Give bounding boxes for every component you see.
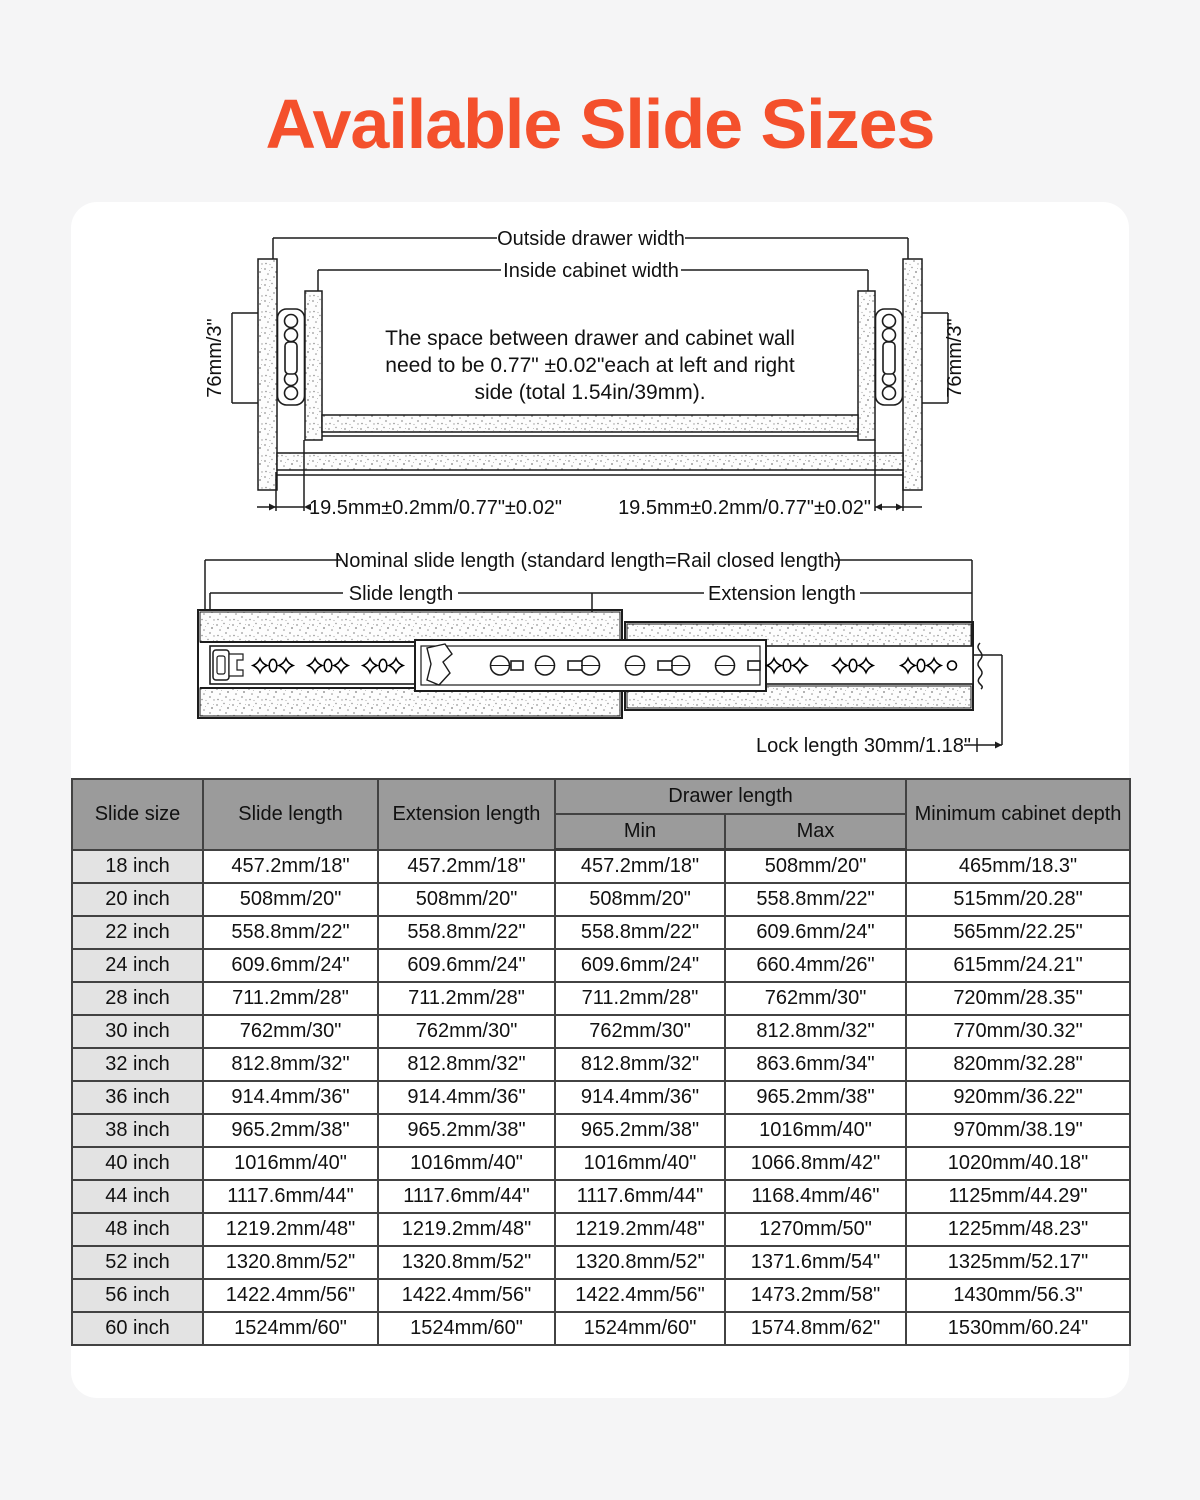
table-cell: 812.8mm/32" (555, 1048, 725, 1081)
table-cell: 558.8mm/22" (378, 916, 555, 949)
table-cell: 863.6mm/34" (725, 1048, 906, 1081)
table-cell: 508mm/20" (555, 883, 725, 916)
slide-size-cell: 38 inch (72, 1114, 203, 1147)
table-row (72, 1114, 1130, 1147)
table-cell: 1117.6mm/44" (378, 1180, 555, 1213)
table-cell: 1524mm/60" (378, 1312, 555, 1345)
table-cell: 1225mm/48.23" (906, 1213, 1130, 1246)
table-cell: 920mm/36.22" (906, 1081, 1130, 1114)
table-cell: 1016mm/40" (555, 1147, 725, 1180)
slide-size-cell: 56 inch (72, 1279, 203, 1312)
rail-middle-member (415, 640, 766, 691)
svg-text:side (total 1.54in/39mm).: side (total 1.54in/39mm). (474, 381, 706, 404)
table-cell: 1422.4mm/56" (203, 1279, 378, 1312)
table-cell: 1066.8mm/42" (725, 1147, 906, 1180)
side-clearance-label-right: 19.5mm±0.2mm/0.77"±0.02" (618, 497, 871, 519)
slide-size-cell: 36 inch (72, 1081, 203, 1114)
table-row (72, 1312, 1130, 1345)
slide-size-cell: 24 inch (72, 949, 203, 982)
table-cell: 609.6mm/24" (203, 949, 378, 982)
header-min-cabinet-depth: Minimum cabinet depth (906, 779, 1130, 850)
table-cell: 812.8mm/32" (378, 1048, 555, 1081)
table-cell: 1320.8mm/52" (203, 1246, 378, 1279)
table-header (72, 779, 1130, 850)
table-cell: 1117.6mm/44" (555, 1180, 725, 1213)
header-slide-size: Slide size (72, 779, 203, 850)
slide-size-cell: 22 inch (72, 916, 203, 949)
table-cell: 609.6mm/24" (378, 949, 555, 982)
table-cell: 1020mm/40.18" (906, 1147, 1130, 1180)
table-cell: 1117.6mm/44" (203, 1180, 378, 1213)
rail-height-label-left: 76mm/3" (204, 318, 226, 398)
table-cell: 770mm/30.32" (906, 1015, 1130, 1048)
table-cell: 820mm/32.28" (906, 1048, 1130, 1081)
table-cell: 465mm/18.3" (906, 850, 1130, 884)
svg-text:need to be 0.77" ±0.02"each at: need to be 0.77" ±0.02"each at left and right (385, 354, 795, 377)
header-drawer-max: Max (725, 814, 906, 850)
nominal-length-label: Nominal slide length (standard length=Rail closed length) (334, 550, 842, 572)
table-cell: 1422.4mm/56" (378, 1279, 555, 1312)
table-cell: 1524mm/60" (555, 1312, 725, 1345)
table-cell: 1270mm/50" (725, 1213, 906, 1246)
table-cell: 1219.2mm/48" (378, 1213, 555, 1246)
table-cell: 1530mm/60.24" (906, 1312, 1130, 1345)
clearance-note (385, 327, 795, 404)
slide-size-table-body (72, 850, 1130, 1346)
slide-size-cell: 32 inch (72, 1048, 203, 1081)
header-slide-length: Slide length (203, 779, 378, 850)
slide-cross-section-right (876, 309, 903, 405)
table-cell: 1422.4mm/56" (555, 1279, 725, 1312)
side-clearance-label-left: 19.5mm±0.2mm/0.77"±0.02" (309, 497, 562, 519)
table-row (72, 1180, 1130, 1213)
svg-text:The space between drawer and c: The space between drawer and cabinet wall (385, 327, 795, 350)
table-cell: 762mm/30" (378, 1015, 555, 1048)
lock-length-label: Lock length 30mm/1.18" (756, 735, 971, 757)
table-cell: 508mm/20" (203, 883, 378, 916)
table-cell: 565mm/22.25" (906, 916, 1130, 949)
outside-drawer-width-label: Outside drawer width (497, 228, 685, 250)
table-cell: 914.4mm/36" (378, 1081, 555, 1114)
slide-size-cell: 30 inch (72, 1015, 203, 1048)
table-cell: 609.6mm/24" (725, 916, 906, 949)
table-cell: 1219.2mm/48" (203, 1213, 378, 1246)
table-cell: 558.8mm/22" (203, 916, 378, 949)
table-cell: 508mm/20" (725, 850, 906, 884)
slide-length-diagram (71, 542, 1129, 777)
slide-length-label: Slide length (348, 583, 454, 605)
table-cell: 711.2mm/28" (378, 982, 555, 1015)
table-cell: 1016mm/40" (203, 1147, 378, 1180)
table-cell: 515mm/20.28" (906, 883, 1130, 916)
table-cell: 1574.8mm/62" (725, 1312, 906, 1345)
header-drawer-min: Min (555, 814, 725, 850)
table-cell: 558.8mm/22" (725, 883, 906, 916)
slide-size-cell: 28 inch (72, 982, 203, 1015)
table-cell: 1325mm/52.17" (906, 1246, 1130, 1279)
table-cell: 1371.6mm/54" (725, 1246, 906, 1279)
slide-size-cell: 48 inch (72, 1213, 203, 1246)
table-cell: 965.2mm/38" (725, 1081, 906, 1114)
slide-cross-section-left (278, 309, 305, 405)
table-cell: 762mm/30" (555, 1015, 725, 1048)
header-drawer-length: Drawer length (555, 779, 906, 814)
table-cell: 457.2mm/18" (555, 850, 725, 884)
bottom-panels (277, 415, 903, 475)
table-row (72, 1048, 1130, 1081)
extension-length-label: Extension length (708, 583, 856, 605)
table-cell: 711.2mm/28" (555, 982, 725, 1015)
table-cell: 1168.4mm/46" (725, 1180, 906, 1213)
page-title: Available Slide Sizes (265, 85, 935, 163)
table-cell: 1016mm/40" (378, 1147, 555, 1180)
table-row (72, 1081, 1130, 1114)
table-cell: 711.2mm/28" (203, 982, 378, 1015)
table-row (72, 883, 1130, 916)
drawer-width-diagram (71, 202, 1129, 542)
table-cell: 914.4mm/36" (203, 1081, 378, 1114)
table-cell: 970mm/38.19" (906, 1114, 1130, 1147)
content-card (71, 202, 1129, 1398)
table-row (72, 1147, 1130, 1180)
table-cell: 1320.8mm/52" (378, 1246, 555, 1279)
table-cell: 1524mm/60" (203, 1312, 378, 1345)
table-cell: 1219.2mm/48" (555, 1213, 725, 1246)
table-row (72, 1246, 1130, 1279)
slide-size-table (71, 778, 1131, 1346)
table-row (72, 982, 1130, 1015)
table-cell: 762mm/30" (203, 1015, 378, 1048)
table-cell: 965.2mm/38" (555, 1114, 725, 1147)
table-cell: 720mm/28.35" (906, 982, 1130, 1015)
table-cell: 457.2mm/18" (378, 850, 555, 884)
table-cell: 1320.8mm/52" (555, 1246, 725, 1279)
table-cell: 1016mm/40" (725, 1114, 906, 1147)
table-cell: 457.2mm/18" (203, 850, 378, 884)
table-row (72, 916, 1130, 949)
rail-height-label-right: 76mm/3" (944, 318, 966, 398)
table-cell: 812.8mm/32" (725, 1015, 906, 1048)
table-cell: 762mm/30" (725, 982, 906, 1015)
slide-size-cell: 18 inch (72, 850, 203, 884)
table-cell: 508mm/20" (378, 883, 555, 916)
table-cell: 558.8mm/22" (555, 916, 725, 949)
slide-size-cell: 40 inch (72, 1147, 203, 1180)
slide-size-cell: 60 inch (72, 1312, 203, 1345)
table-cell: 1430mm/56.3" (906, 1279, 1130, 1312)
table-cell: 965.2mm/38" (378, 1114, 555, 1147)
table-cell: 1473.2mm/58" (725, 1279, 906, 1312)
slide-size-cell: 20 inch (72, 883, 203, 916)
table-cell: 1125mm/44.29" (906, 1180, 1130, 1213)
table-cell: 615mm/24.21" (906, 949, 1130, 982)
header-extension-length: Extension length (378, 779, 555, 850)
table-cell: 914.4mm/36" (555, 1081, 725, 1114)
table-cell: 609.6mm/24" (555, 949, 725, 982)
table-row (72, 1279, 1130, 1312)
table-cell: 660.4mm/26" (725, 949, 906, 982)
table-cell: 812.8mm/32" (203, 1048, 378, 1081)
slide-size-cell: 44 inch (72, 1180, 203, 1213)
table-row (72, 949, 1130, 982)
table-cell: 965.2mm/38" (203, 1114, 378, 1147)
lock-dim-arrow (995, 742, 1002, 749)
table-row (72, 1015, 1130, 1048)
inside-cabinet-width-label: Inside cabinet width (503, 260, 679, 282)
table-row (72, 1213, 1130, 1246)
slide-size-cell: 52 inch (72, 1246, 203, 1279)
table-row (72, 850, 1130, 884)
